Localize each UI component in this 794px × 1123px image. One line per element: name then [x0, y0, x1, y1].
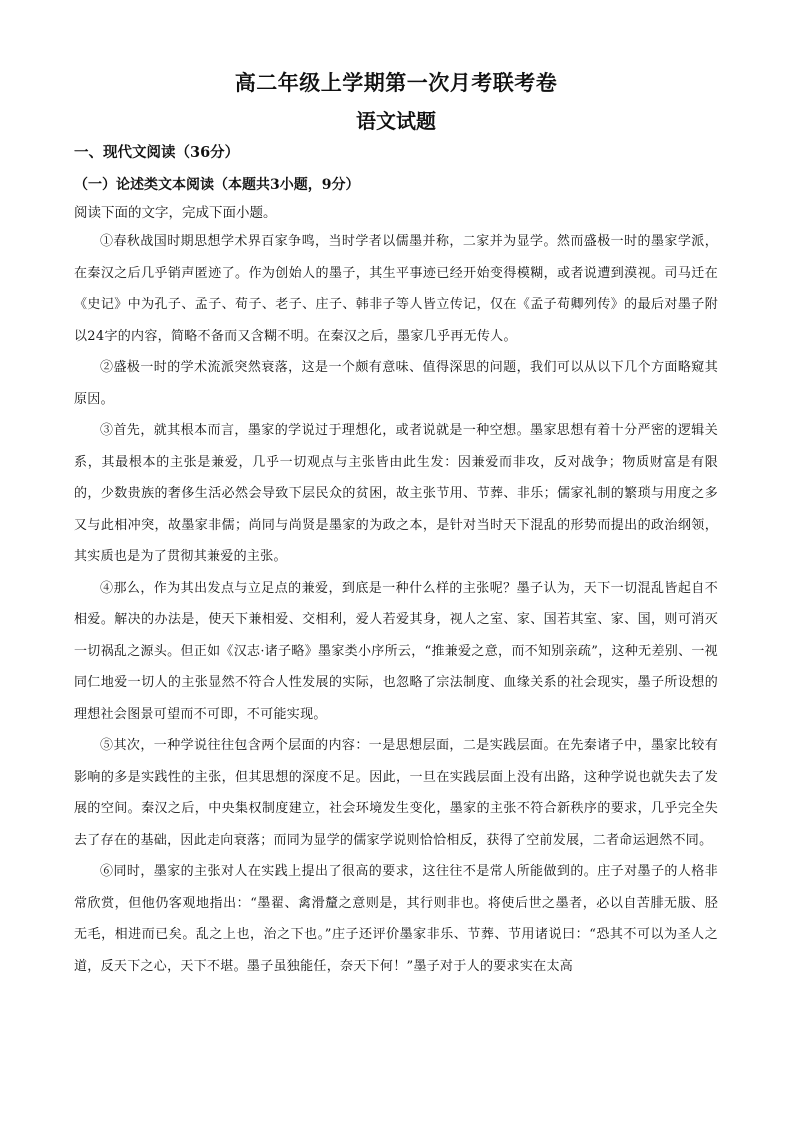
section-heading: 一、现代文阅读（36分）	[74, 144, 240, 161]
paragraph-1: ①春秋战国时期思想学术界百家争鸣，当时学者以儒墨并称，二家并为显学。然而盛极一时的墨家学派，在秦汉之后几乎销声匿迹了。作为创始人的墨子，其生平事迹已经开始变得模糊，或者说遭到漠视。司马迁在《史记》中为孔子、孟子、荀子、老子、庄子、韩非子等人皆立传记，仅在《孟子荀卿列传》的最后对墨子附以24字的内容，简略不备而又含糊不明。在秦汉之后，墨家几乎再无传人。	[74, 234, 718, 344]
paragraph-5: ⑤其次，一种学说往往包含两个层面的内容：一是思想层面，二是实践层面。在先秦诸子中，墨家比较有影响的多是实践性的主张，但其思想的深度不足。因此，一旦在实践层面上没有出路，这种学说也就失去了发展的空间。秦汉之后，中央集权制度建立，社会环境发生变化，墨家的主张不符合新秩序的要求，几乎完全失去了存在的基础，因此走向衰落；而同为显学的儒家学说则恰恰相反，获得了空前发展，二者命运迥然不同。	[74, 738, 718, 848]
paragraph-4: ④那么，作为其出发点与立足点的兼爱，到底是一种什么样的主张呢？墨子认为，天下一切混乱皆起自不相爱。解决的办法是，使天下兼相爱、交相利，爱人若爱其身，视人之室、家、国若其室、家、国，则可消灭一切祸乱之源头。但正如《汉志·诸子略》墨家类小序所云，“推兼爱之意，而不知别亲疏”，这种无差别、一视同仁地爱一切人的主张显然不符合人性发展的实际，也忽略了宗法制度、血缘关系的社会现实，墨子所设想的理想社会图景可望而不可即，不可能实现。	[74, 580, 718, 722]
paragraph-6: ⑥同时，墨家的主张对人在实践上提出了很高的要求，这往往不是常人所能做到的。庄子对墨子的人格非常欣赏，但他仍客观地指出：“墨翟、禽滑釐之意则是，其行则非也。将使后世之墨者，必以自苦腓无胈、胫无毛，相进而已矣。乱之上也，治之下也。”庄子还评价墨家非乐、节葬、节用诸说曰：“恐其不可以为圣人之道，反天下之心，天下不堪。墨子虽独能任，奈天下何！”墨子对于人的要求实在太高	[74, 864, 718, 974]
document-subtitle: 语文试题	[356, 109, 436, 133]
document-title: 高二年级上学期第一次月考联考卷	[234, 70, 558, 95]
reading-instruction: 阅读下面的文字，完成下面小题。	[74, 205, 277, 221]
paragraph-2: ②盛极一时的学术流派突然衰落，这是一个颇有意味、值得深思的问题，我们可以从以下几个方面略窥其原因。	[74, 360, 718, 407]
paragraph-3: ③首先，就其根本而言，墨家的学说过于理想化，或者说就是一种空想。墨家思想有着十分严密的逻辑关系，其最根本的主张是兼爱，几乎一切观点与主张皆由此生发：因兼爱而非攻，反对战争；物质财富是有限的，少数贵族的奢侈生活必然会导致下层民众的贫困，故主张节用、节葬、非乐；儒家礼制的繁琐与用度之多又与此相冲突，故墨家非儒；尚同与尚贤是墨家的为政之本，是针对当时天下混乱的形势而提出的政治纲领，其实质也是为了贯彻其兼爱的主张。	[74, 423, 718, 564]
subsection-heading: （一）论述类文本阅读（本题共3小题，9分）	[74, 177, 360, 193]
